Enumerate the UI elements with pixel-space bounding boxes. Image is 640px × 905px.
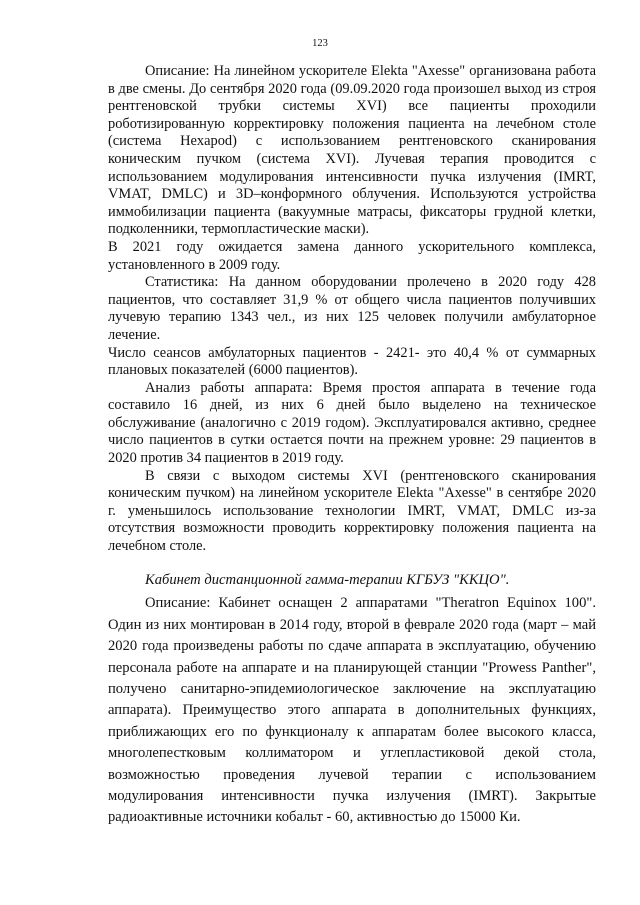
section-gamma-therapy [108,570,596,829]
paragraph-analysis: Анализ работы аппарата: Время простоя аппарата в течение года составило 16 дней, из них 6 дней было выделено на техническое обслуживание (аналогично с 2019 годом). Эксплуатировался активно, среднее число пациентов в сутки остается почти на прежнем уровне: 29 пациентов в 2020 против 34 пациентов в 2019 году. [108,379,596,467]
paragraph-cabinet-description: Описание: Кабинет оснащен 2 аппаратами "Theratron Equinox 100". Один из них монтирован в 2014 году, второй в феврале 2020 года (март – май 2020 года произведены работы по сдаче аппарата в эксплуатацию, обучению персонала работе на аппарате и на планирующей станции "Prowess Panther", получено санитарно-эпидемиологическое заключение на эксплуатацию аппарата). Преимущество этого аппарата в дополнительных функциях, приближающих его по функционалу к аппаратам более высокого класса, многолепестковым коллиматором и углепластиковой декой стола, возможностью проведения лучевой терапии с использованием модулирования интенсивности пучка излучения (IMRT). Закрытые радиоактивные источники кобальт - 60, активностью до 15000 Ки. [108,595,596,826]
page-number: 123 [312,38,328,49]
paragraph-replacement: В 2021 году ожидается замена данного ускорительного комплекса, установленного в 2009 году. [108,238,596,273]
paragraph-xvi-failure: В связи с выходом системы XVI (рентгеновского сканирования коническим пучком) на линейном ускорителе Elekta "Axesse" в сентябре 2020 г. уменьшилось использование технологии IMRT, VMAT, DMLC из-за отсутствия возможности проводить корректировку положения пациента на лечебном столе. [108,467,596,555]
section-linear-accelerator [108,63,596,556]
paragraph-statistics: Статистика: На данном оборудовании пролечено в 2020 году 428 пациентов, что составляет 31,9 % от общего числа пациентов получивших лучевую терапию 1343 чел., из них 125 человек получили амбулаторное лечение. [108,274,596,343]
section-heading: Кабинет дистанционной гамма-терапии КГБУЗ "ККЦО". [145,572,510,588]
paragraph-description: Описание: На линейном ускорителе Elekta "Axesse" организована работа в две смены. До сентября 2020 года (09.09.2020 года произошел выход из строя рентгеновской трубки системы XVI) все пациенты проходили роботизированную корректировку положения пациента на лечебном столе (система Hexapod) с использованием рентгеновского сканирования коническим пучком (система XVI). Лучевая терапия проводится с использованием модулирования интенсивности пучка излучения (IMRT, VMAT, DMLC) и 3D–конформного облучения. Используются устройства иммобилизации пациента (вакуумные матрасы, фиксаторы грудной клетки, подколенники, термопластические маски). [108,63,596,238]
paragraph-sessions: Число сеансов амбулаторных пациентов - 2421- это 40,4 % от суммарных плановых показателей (6000 пациентов). [108,344,596,379]
